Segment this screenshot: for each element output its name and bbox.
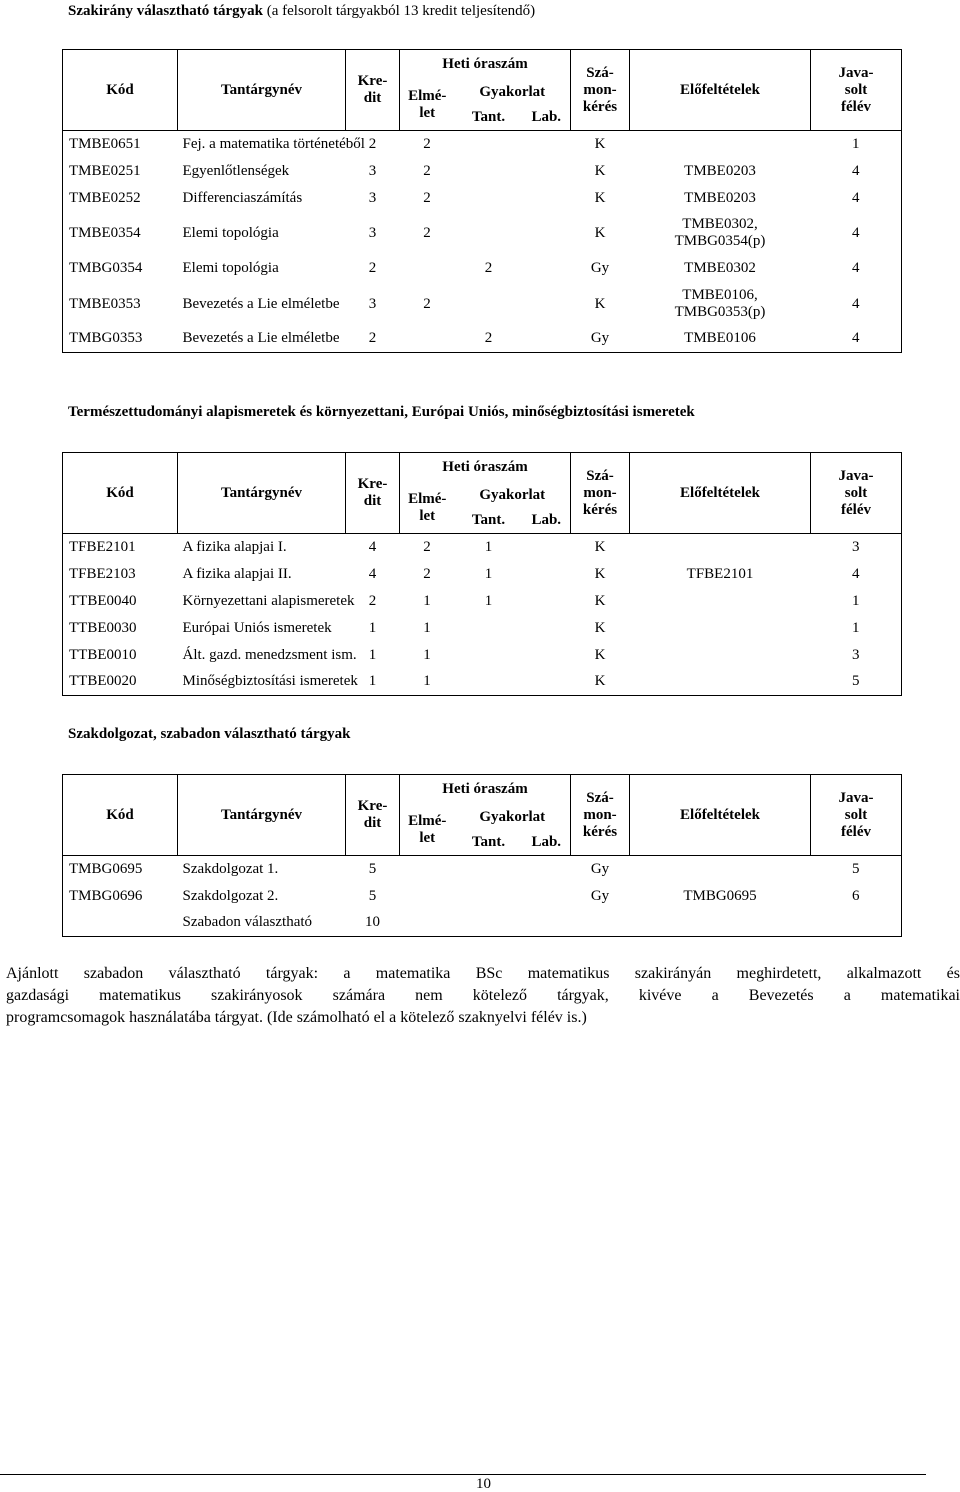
cell-elmelet: 2 [423,162,431,179]
cell-szamonkeres: K [594,224,606,241]
table-row [63,642,902,669]
cell-tant [455,669,523,696]
cell-tant [455,910,523,937]
cell-kredit: 10 [346,910,400,937]
cell-kredit: 3 [368,224,377,241]
header-kredit: Kre- dit [346,453,400,534]
cell-szamonkeres: K [594,135,606,152]
cell-lab [523,534,571,561]
header-elofeltetelek: Előfeltételek [630,775,811,856]
cell-tantargynev: Környezettani alapismeretek [182,592,355,609]
header-elmelet: Elmé- let [400,80,455,131]
cell-szamonkeres: Gy [590,860,610,877]
header-tantargynev: Tantárgynév [178,775,346,856]
cell-tant [455,158,523,185]
header-szamonkeres: Szá- mon- kérés [571,775,630,856]
cell-lab [523,212,571,255]
cell-javasolt-felev: 4 [811,212,902,255]
cell-kredit: 3 [368,162,377,179]
cell-javasolt-felev: 4 [811,255,902,283]
header-javasolt-felev: Java- solt félév [811,775,902,856]
table-row [63,588,902,615]
course-table-3 [62,774,902,937]
table-row [63,158,902,185]
cell-kod: TTBE0010 [63,642,178,669]
cell-kod: TMBE0651 [63,131,178,158]
cell-szamonkeres: Gy [571,326,630,353]
cell-kod: TTBE0040 [63,588,178,615]
cell-kredit: 5 [368,860,377,877]
cell-javasolt-felev: 1 [811,615,902,642]
cell-elmelet: 1 [423,646,431,663]
cell-lab [523,588,571,615]
table-row [63,212,902,255]
cell-tantargynev: Szakdolgozat 2. [182,887,279,904]
cell-kod: TTBE0020 [63,669,178,696]
cell-elofeltetelek [630,642,811,669]
cell-elofeltetelek: TMBE0302 [684,260,756,276]
paragraph-line: Ajánlott szabadon választható tárgyak: a matematika BSc matematikus szakirányán meghirdetett, alkalmazott és [6,965,960,982]
cell-tantargynev: Szakdolgozat 1. [182,860,279,877]
section-heading-2: Természettudományi alapismeretek és környezettani, Európai Uniós, minőségbiztosítási ismeretek [68,404,695,420]
cell-javasolt-felev: 5 [811,669,902,696]
cell-elofeltetelek [630,669,811,696]
header-elmelet: Elmé- let [400,805,455,856]
cell-elmelet: 2 [423,295,431,312]
cell-javasolt-felev: 1 [811,588,902,615]
cell-elmelet: 2 [423,224,431,241]
cell-kod: TMBE0353 [63,283,178,326]
cell-elofeltetelek [630,615,811,642]
cell-elmelet: 2 [423,538,431,555]
cell-javasolt-felev [811,910,902,937]
cell-tantargynev: A fizika alapjai I. [182,538,287,555]
header-heti-oraszam: Heti óraszám [400,775,571,805]
cell-elofeltetelek: TFBE2101 [686,565,754,582]
cell-szamonkeres: K [594,646,606,663]
header-tantargynev: Tantárgynév [178,453,346,534]
header-kredit: Kre- dit [346,775,400,856]
cell-kod: TMBE0252 [63,185,178,212]
page-number: 10 [476,1476,491,1492]
cell-kod: TMBE0251 [63,158,178,185]
cell-szamonkeres: K [594,189,606,206]
cell-elofeltetelek [630,588,811,615]
table-row [63,561,902,588]
cell-kredit: 4 [368,565,377,582]
cell-elofeltetelek: TMBE0302, TMBG0354(p) [674,216,766,249]
cell-tantargynev: Elemi topológia [182,260,279,276]
cell-elmelet: 2 [423,189,431,206]
cell-elofeltetelek [630,534,811,561]
table-row [63,910,902,937]
cell-szamonkeres: K [594,592,606,609]
cell-lab [523,856,571,883]
cell-javasolt-felev: 4 [811,561,902,588]
header-szamonkeres: Szá- mon- kérés [571,453,630,534]
cell-kredit: 1 [346,669,400,696]
cell-szamonkeres [571,910,630,937]
cell-javasolt-felev: 3 [811,642,902,669]
cell-kod: TTBE0030 [63,615,178,642]
cell-elmelet: 1 [423,619,431,636]
cell-kod: TMBG0695 [63,856,178,883]
cell-kredit: 1 [368,619,377,636]
header-tantargynev: Tantárgynév [178,50,346,131]
cell-kredit: 5 [368,887,377,904]
cell-kod: TMBG0353 [63,326,178,353]
cell-elmelet: 2 [423,135,431,152]
cell-lab [523,326,571,353]
header-kod: Kód [63,775,178,856]
cell-lab [523,131,571,158]
table-row [63,283,902,326]
cell-lab [523,158,571,185]
cell-tantargynev: Ált. gazd. menedzsment ism. [182,646,357,663]
header-lab: Lab. [523,830,571,856]
table-row [63,534,902,561]
cell-elofeltetelek: TMBE0106 [630,326,811,353]
cell-tant: 1 [484,565,493,582]
cell-tant: 2 [455,326,523,353]
cell-elmelet [400,856,455,883]
header-elmelet: Elmé- let [400,483,455,534]
cell-lab [523,255,571,283]
cell-tant [455,883,523,910]
section-heading-1: Szakirány választható tárgyak (a felsorolt tárgyakból 13 kredit teljesítendő) [68,3,536,19]
cell-javasolt-felev: 4 [811,326,902,353]
header-javasolt-felev: Java- solt félév [811,50,902,131]
cell-szamonkeres: K [594,295,606,312]
cell-elmelet [400,910,455,937]
cell-elofeltetelek: TMBE0203 [684,189,756,206]
table-row [63,131,902,158]
header-elofeltetelek: Előfeltételek [630,453,811,534]
cell-elmelet [400,326,455,353]
cell-tantargynev: Európai Uniós ismeretek [182,619,332,636]
table-row [63,669,902,696]
cell-tant [455,856,523,883]
cell-szamonkeres: K [571,669,630,696]
cell-szamonkeres: Gy [590,887,610,904]
cell-lab [523,883,571,910]
cell-tantargynev: Szabadon választható [178,910,346,937]
cell-kod: TMBG0696 [63,883,178,910]
cell-kredit: 2 [346,326,400,353]
cell-tant [455,615,523,642]
header-heti-oraszam: Heti óraszám [400,50,571,80]
cell-lab [523,642,571,669]
cell-kredit: 1 [368,646,377,663]
cell-elofeltetelek: TMBE0203 [684,162,756,179]
header-javasolt-felev: Java- solt félév [811,453,902,534]
cell-elmelet [400,883,455,910]
cell-tantargynev: Egyenlőtlenségek [182,162,290,179]
cell-elmelet [400,255,455,283]
header-gyakorlat: Gyakorlat [479,83,546,100]
header-tant: Tant. [455,508,523,534]
cell-javasolt-felev: 4 [811,158,902,185]
cell-elofeltetelek: TMBG0695 [683,887,757,904]
cell-kod: TMBG0354 [63,255,178,283]
cell-elofeltetelek [630,131,811,158]
cell-kod: TMBE0354 [63,212,178,255]
course-table-2 [62,452,902,696]
cell-javasolt-felev: 6 [811,883,902,910]
cell-tant [455,642,523,669]
cell-lab [523,910,571,937]
header-kod: Kód [63,453,178,534]
recommendation-paragraph [6,963,960,1029]
cell-lab [523,561,571,588]
cell-tant: 1 [484,538,493,555]
cell-tantargynev: Bevezetés a Lie elméletbe [178,326,346,353]
header-lab: Lab. [523,105,571,131]
cell-javasolt-felev: 4 [811,283,902,326]
paragraph-line: programcsomagok használatába tárgyat. (Ide számolható el a kötelező szaknyelvi félév is.) [6,1009,587,1026]
cell-kredit: 2 [368,260,377,276]
cell-lab [523,669,571,696]
header-heti-oraszam: Heti óraszám [400,453,571,483]
cell-elmelet: 1 [423,592,431,609]
cell-kredit: 2 [368,135,377,152]
cell-kredit: 4 [368,538,377,555]
cell-tantargynev: A fizika alapjai II. [182,565,292,582]
cell-elofeltetelek [630,910,811,937]
cell-tant: 2 [484,260,493,276]
table-row [63,883,902,910]
cell-tantargynev: Fej. a matematika történetéből [182,135,365,152]
cell-tantargynev: Elemi topológia [182,224,279,241]
paragraph-line: gazdasági matematikus szakirányosok számára nem kötelező tárgyak, kivéve a Bevezetés a matematikai [6,987,960,1004]
cell-kod: TFBE2101 [63,534,178,561]
cell-kredit: 2 [368,592,377,609]
header-tant: Tant. [455,830,523,856]
cell-javasolt-felev: 3 [811,534,902,561]
header-gyakorlat: Gyakorlat [479,808,546,825]
header-gyakorlat: Gyakorlat [479,486,546,503]
header-szamonkeres: Szá- mon- kérés [571,50,630,131]
section-heading-3: Szakdolgozat, szabadon választható tárgyak [68,726,351,742]
cell-tant [455,212,523,255]
footer-rule [0,1474,926,1475]
cell-szamonkeres: K [594,538,606,555]
header-elofeltetelek: Előfeltételek [630,50,811,131]
cell-tant [455,131,523,158]
header-lab: Lab. [523,508,571,534]
table-row [63,185,902,212]
cell-elofeltetelek: TMBE0106, TMBG0353(p) [674,287,766,320]
header-kod: Kód [63,50,178,131]
cell-elofeltetelek [630,856,811,883]
header-kredit: Kre- dit [346,50,400,131]
cell-szamonkeres: Gy [590,260,610,276]
cell-tantargynev: Bevezetés a Lie elméletbe [182,295,340,312]
cell-tantargynev: Differenciaszámítás [182,189,303,206]
cell-lab [523,185,571,212]
header-tant: Tant. [455,105,523,131]
table-row [63,255,902,283]
cell-kod [63,910,178,937]
cell-javasolt-felev: 1 [811,131,902,158]
cell-tant: 1 [484,592,493,609]
cell-kredit: 3 [368,189,377,206]
cell-javasolt-felev: 5 [811,856,902,883]
table-row [63,615,902,642]
cell-elmelet: 1 [400,669,455,696]
cell-tant [455,283,523,326]
cell-szamonkeres: K [594,619,606,636]
cell-szamonkeres: K [594,565,606,582]
cell-lab [523,283,571,326]
cell-elmelet: 2 [423,565,431,582]
cell-lab [523,615,571,642]
course-table-1 [62,49,902,353]
table-row [63,856,902,883]
cell-szamonkeres: K [594,162,606,179]
cell-kredit: 3 [368,295,377,312]
table-row [63,326,902,353]
cell-tantargynev: Minőségbiztosítási ismeretek [178,669,346,696]
cell-tant [455,185,523,212]
cell-kod: TFBE2103 [63,561,178,588]
cell-javasolt-felev: 4 [811,185,902,212]
